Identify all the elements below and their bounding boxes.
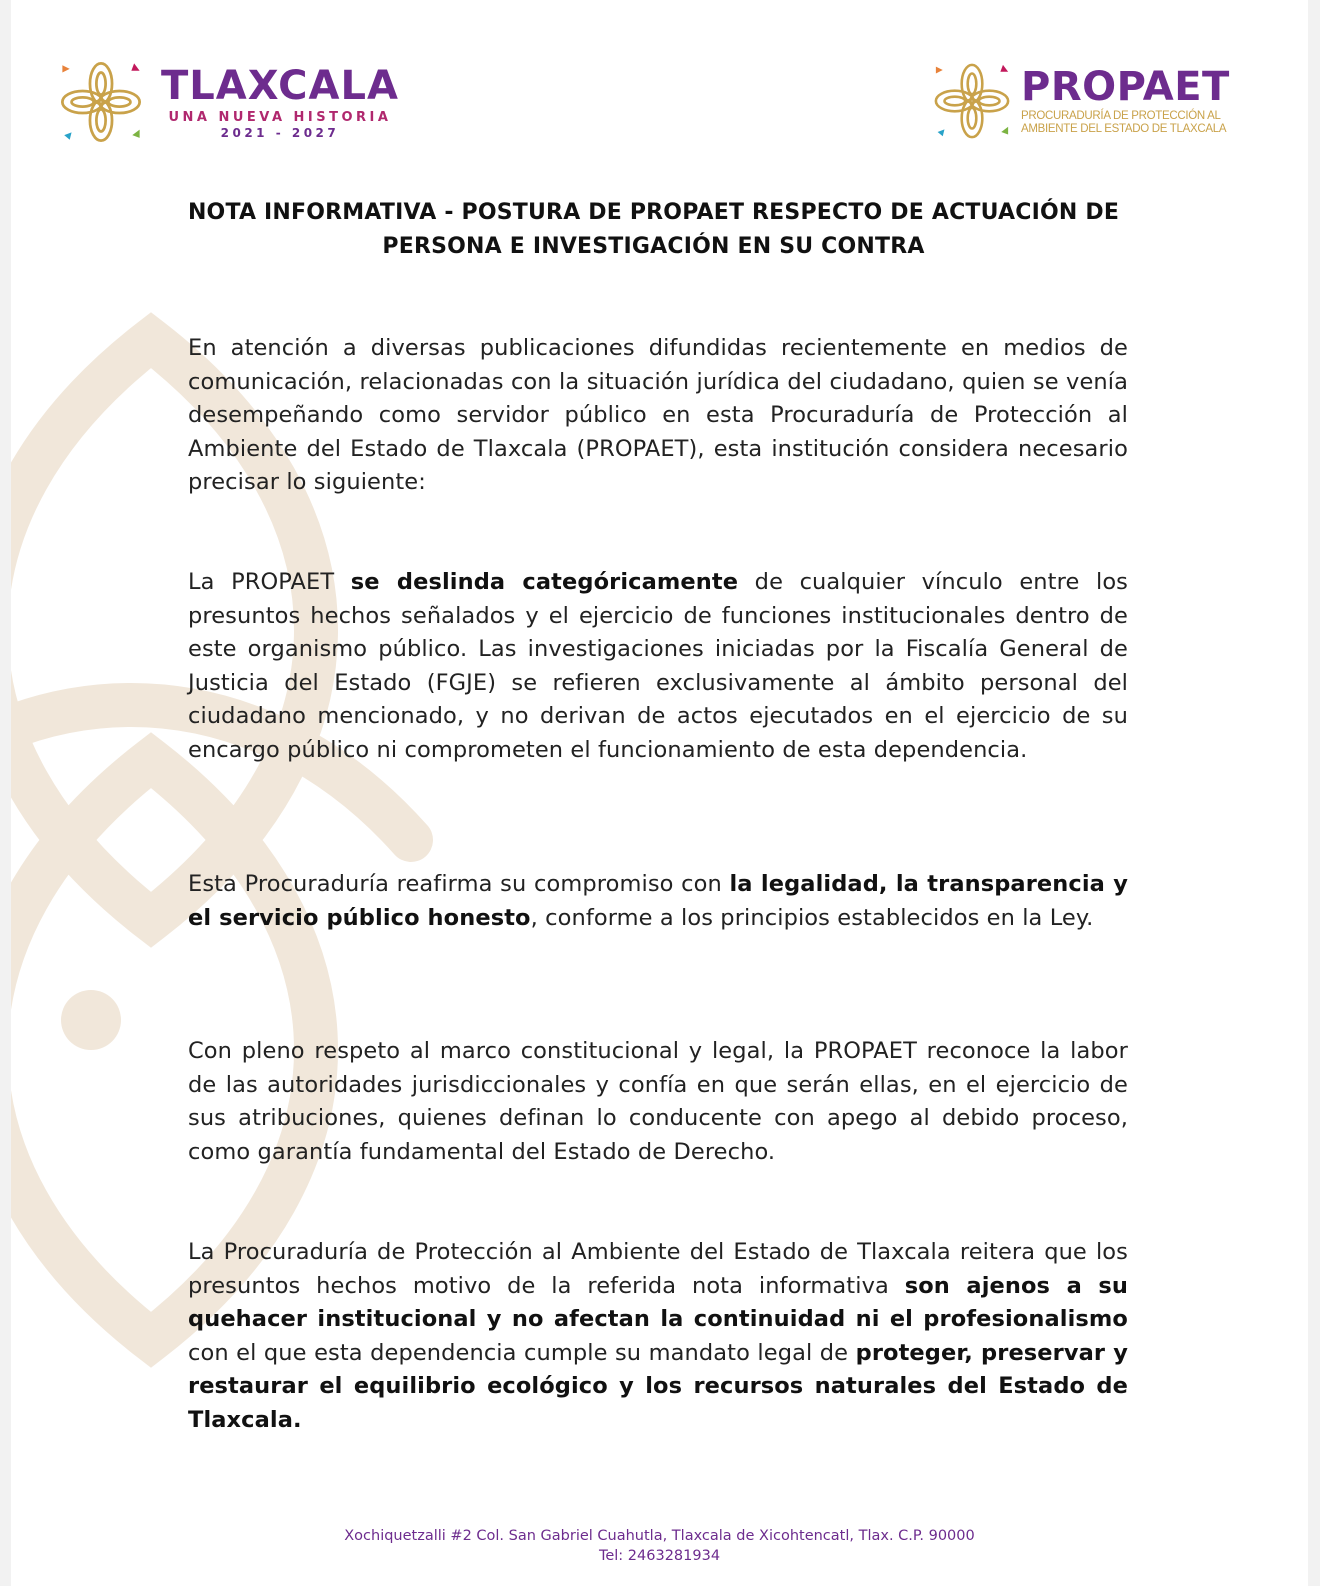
tlaxcala-title: TLAXCALA (161, 63, 399, 109)
tlaxcala-years: 2021 - 2027 (220, 126, 340, 140)
paragraph-3-a: Esta Procuraduría reafirma su compromiso con (188, 871, 730, 897)
paragraph-1: En atención a diversas publicaciones difundidas recientemente en medios de comunicación, relacionadas con la situación jurídica del ciudadano, quien se venía desempeñando como servidor público en esta Procuraduría de Protección al Ambiente del Estado de Tlaxcala (PROPAET), esta institución considera necesario precisar lo siguiente: (188, 335, 1128, 495)
footer-address: Xochiquetzalli #2 Col. San Gabriel Cuahutla, Tlaxcala de Xicohtencatl, Tlax. C.P. 90000 (344, 1528, 975, 1544)
paragraph-5-bold-1: son ajenos a su quehacer institucional y no afectan la continuidad ni el profesionalismo (188, 1272, 1128, 1332)
paragraph-3-c: , conforme a los principios establecidos en la Ley. (530, 904, 1094, 931)
paragraph-2-bold: se deslinda categóricamente (350, 569, 739, 595)
paragraph-2-c: de cualquier vínculo entre los presuntos hechos señalados y el ejercicio de funciones institucionales dentro de este organismo público. Las investigaciones iniciadas por la Fiscalía General de Justicia del Estado (FGJE) se refieren exclusivamente al ámbito personal del ciudadano mencionado, y no derivan de actos ejecutados en el ejercicio de su encargo público ni comprometen el funcionamiento de esta dependencia. (188, 569, 1129, 763)
paragraph-5-c: con el que esta dependencia cumple su mandato legal de (188, 1339, 856, 1366)
propaet-flower-logo-icon (929, 58, 1015, 144)
propaet-subtitle-line2: AMBIENTE DEL ESTADO DE TLAXCALA (1021, 123, 1227, 135)
tlaxcala-logo (55, 56, 399, 148)
document-page (11, 0, 1308, 1586)
paragraph-3 (188, 868, 1128, 935)
paragraph-2 (188, 566, 1128, 767)
document-title-line1: NOTA INFORMATIVA - POSTURA DE PROPAET RESPECTO DE ACTUACIÓN DE (187, 200, 1120, 225)
footer (11, 1526, 1308, 1566)
propaet-logo (929, 58, 1230, 144)
paragraph-3-bold: la legalidad, la transparencia y el servicio público honesto (188, 871, 1129, 931)
propaet-subtitle-line1: PROCURADURÍA DE PROTECCIÓN AL (1021, 110, 1221, 122)
document-title (181, 196, 1126, 264)
paragraph-2-a: La PROPAET (188, 569, 351, 595)
paragraph-5-bold-2: proteger, preservar y restaurar el equilibrio ecológico y los recursos naturales del Estado de Tlaxcala. (188, 1339, 1129, 1433)
tlaxcala-subtitle: UNA NUEVA HISTORIA (168, 110, 392, 125)
paragraph-5 (188, 1236, 1128, 1437)
propaet-title: PROPAET (1021, 64, 1230, 110)
paragraph-4: Con pleno respeto al marco constitucional y legal, la PROPAET reconoce la labor de las autoridades jurisdiccionales y confía en que serán ellas, en el ejercicio de sus atribuciones, quienes definan lo conducente con apego al debido proceso, como garantía fundamental del Estado de Derecho. (188, 1038, 1128, 1165)
paragraph-5-a: La Procuraduría de Protección al Ambiente del Estado de Tlaxcala reitera que los presuntos hechos motivo de la referida nota informativa (188, 1239, 1128, 1299)
footer-phone: Tel: 2463281934 (598, 1548, 721, 1564)
tlaxcala-flower-logo-icon (55, 56, 147, 148)
document-title-line2: PERSONA E INVESTIGACIÓN EN SU CONTRA (382, 234, 925, 259)
